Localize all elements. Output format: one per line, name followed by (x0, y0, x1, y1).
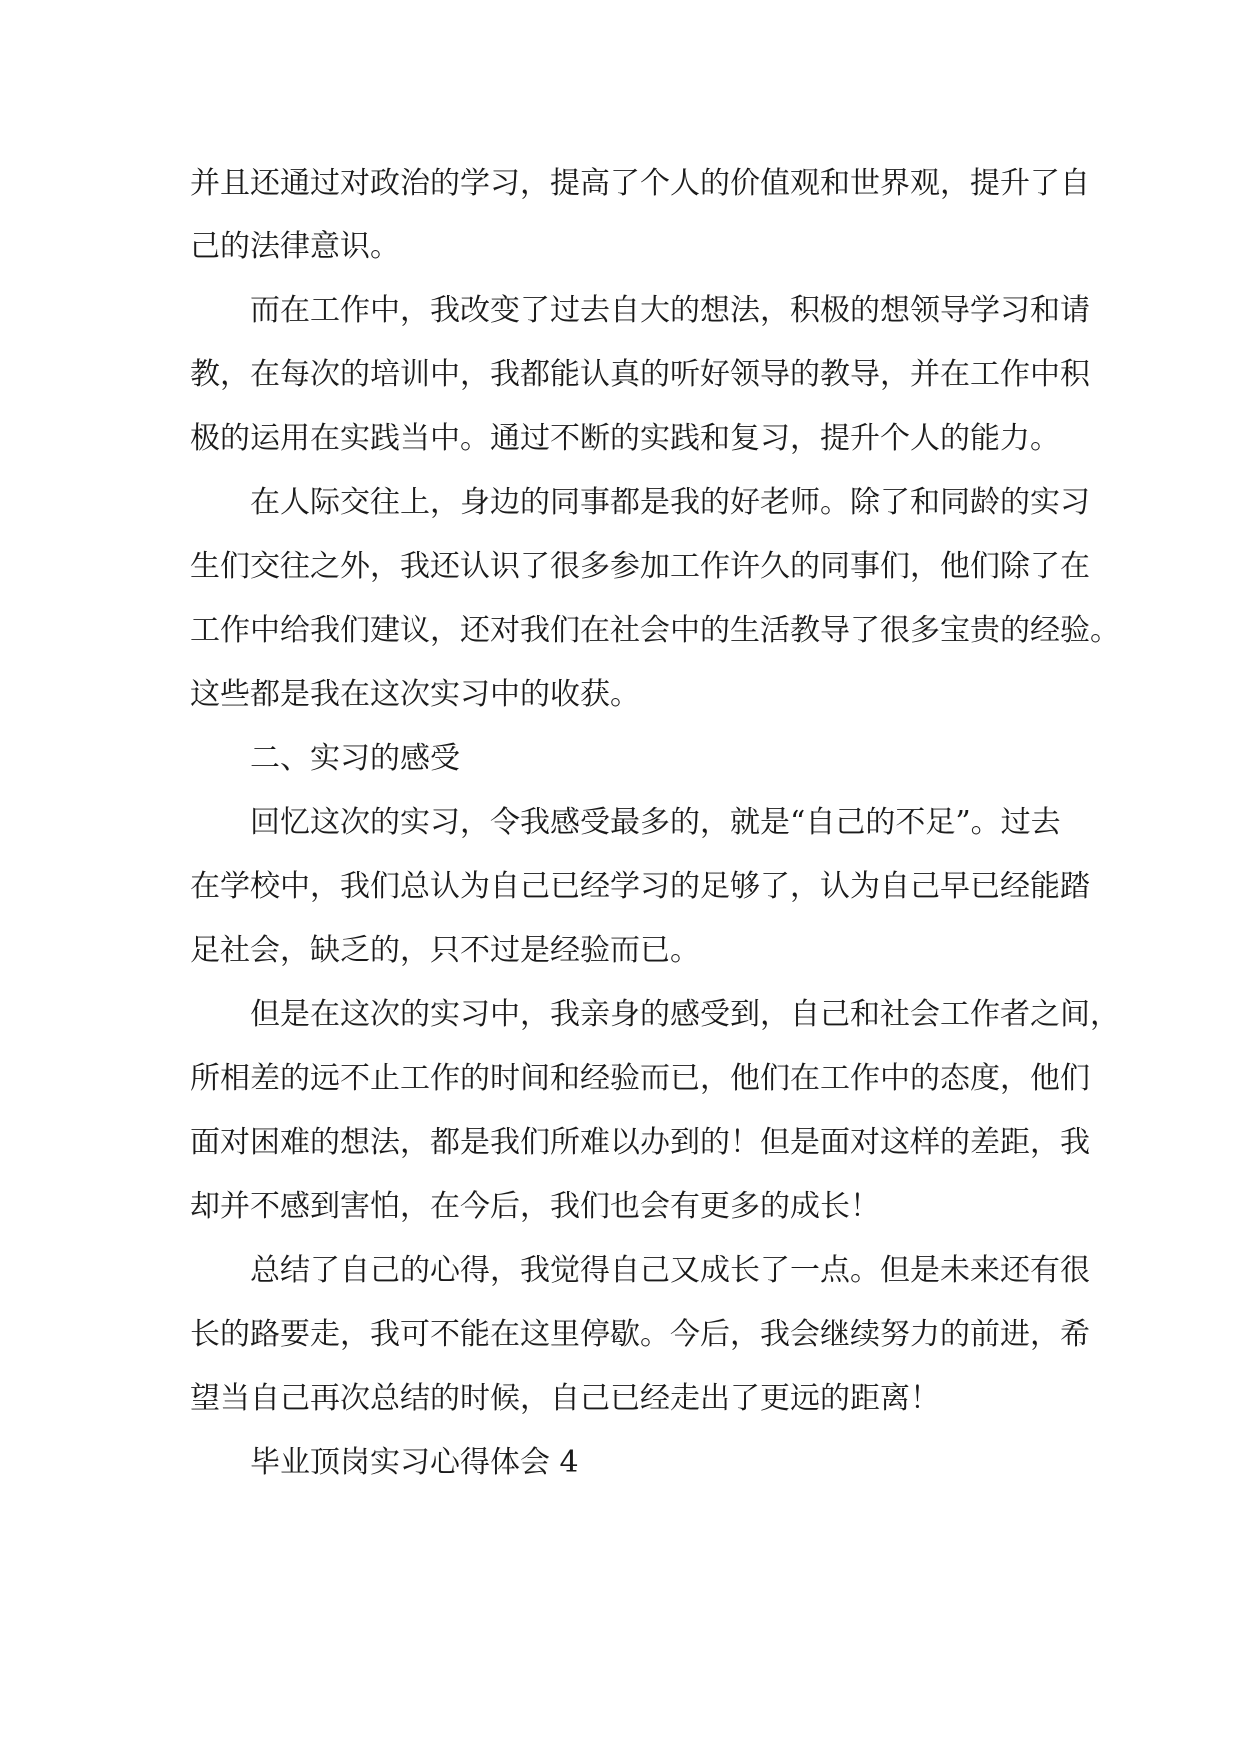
heading-text: 毕业顶岗实习心得体会 4 (250, 1445, 579, 1480)
paragraph-line (0, 1377, 1241, 1421)
line-text: 面对困难的想法，都是我们所难以办到的！但是面对这样的差距，我 (190, 1125, 1090, 1160)
line-text: 但是在这次的实习中，我亲身的感受到，自己和社会工作者之间， (250, 997, 1120, 1032)
paragraph-line (0, 481, 1241, 525)
paragraph-line (0, 289, 1241, 333)
line-text: 所相差的远不止工作的时间和经验而已，他们在工作中的态度，他们 (190, 1061, 1090, 1096)
paragraph-line (0, 673, 1241, 717)
line-text: 足社会，缺乏的，只不过是经验而已。 (190, 933, 700, 968)
section-heading (0, 737, 1241, 781)
line-text: 生们交往之外，我还认识了很多参加工作许久的同事们，他们除了在 (190, 549, 1090, 584)
line-text: 却并不感到害怕，在今后，我们也会有更多的成长！ (190, 1189, 880, 1224)
paragraph-line (0, 1185, 1241, 1229)
heading-text: 二、实习的感受 (250, 741, 460, 776)
line-text: 长的路要走，我可不能在这里停歇。今后，我会继续努力的前进，希 (190, 1317, 1090, 1352)
line-text: 在学校中，我们总认为自己已经学习的足够了，认为自己早已经能踏 (190, 869, 1090, 904)
line-text: 工作中给我们建议，还对我们在社会中的生活教导了很多宝贵的经验。 (190, 613, 1120, 648)
line-text: 望当自己再次总结的时候，自己已经走出了更远的距离！ (190, 1381, 940, 1416)
line-text: 并且还通过对政治的学习，提高了个人的价值观和世界观，提升了自 (190, 166, 1090, 201)
paragraph-line (0, 609, 1241, 653)
paragraph-line (0, 929, 1241, 973)
paragraph-line (0, 865, 1241, 909)
paragraph-line (0, 1249, 1241, 1293)
section-heading (0, 1441, 1241, 1485)
line-text: 而在工作中，我改变了过去自大的想法，积极的想领导学习和请 (250, 293, 1090, 328)
paragraph-line (0, 225, 1241, 269)
paragraph-line (0, 993, 1241, 1037)
paragraph-line (0, 545, 1241, 589)
line-text: 回忆这次的实习，令我感受最多的，就是“自己的不足”。过去 (250, 805, 1061, 840)
line-text: 这些都是我在这次实习中的收获。 (190, 677, 640, 712)
paragraph-line (0, 801, 1241, 845)
line-text: 极的运用在实践当中。通过不断的实践和复习，提升个人的能力。 (190, 421, 1060, 456)
line-text: 己的法律意识。 (190, 229, 400, 264)
paragraph-line (0, 417, 1241, 461)
paragraph-line (0, 1121, 1241, 1165)
line-text: 在人际交往上，身边的同事都是我的好老师。除了和同龄的实习 (250, 485, 1090, 520)
paragraph-line (0, 353, 1241, 397)
paragraph-line (0, 1313, 1241, 1357)
line-text: 总结了自己的心得，我觉得自己又成长了一点。但是未来还有很 (250, 1253, 1090, 1288)
line-text: 教，在每次的培训中，我都能认真的听好领导的教导，并在工作中积 (190, 357, 1090, 392)
paragraph-line (0, 162, 1241, 206)
paragraph-line (0, 1057, 1241, 1101)
